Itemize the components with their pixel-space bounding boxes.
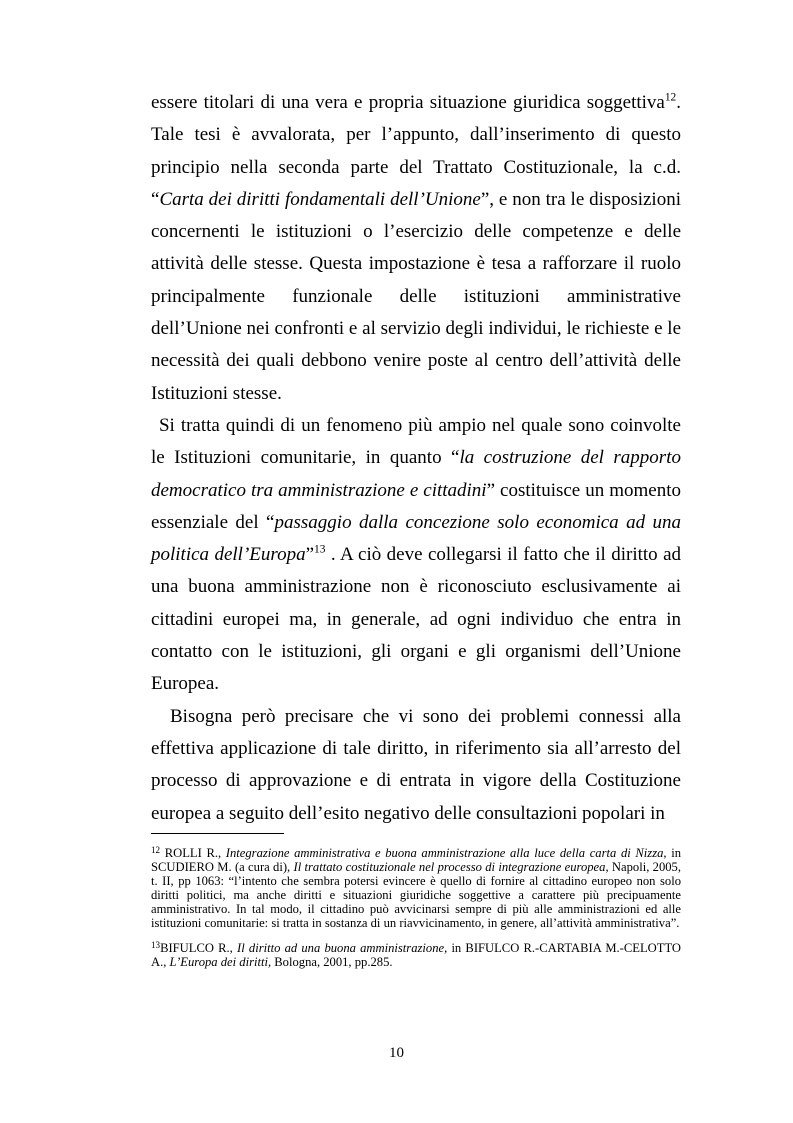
paragraph-2-text-b: ” costituisce un momento essenziale del “ <box>151 479 682 533</box>
paragraph-1-text-a: essere titolari di una vera e propria situazione giuridica soggettiva <box>151 92 665 113</box>
footnote-12-text-c: Napoli, 2005, t. II, pp 1063: “l’intento che sembra potersi evincere è quello di fornire al cittadino europeo non solo diritti politici, ma anche diritti e situazioni giuridiche soggettive a carattere più precipuamente amministrativo. In tal modo, il cittadino può avvicinarsi sempre di più alle amministrazioni ed alle istituzioni comunitarie: si tratta in sostanza di un riavvicinamento, in genere, all’attività amministrativa”. <box>151 860 681 930</box>
page-number: 10 <box>389 1045 404 1061</box>
footnote-12-italic-b: Il trattato costituzionale nel processo di integrazione europea, <box>293 860 609 874</box>
footnote-12-text-a: ROLLI R., <box>160 846 226 860</box>
main-text <box>151 87 681 830</box>
paragraph-3 <box>151 701 681 830</box>
footnote-ref-12[interactable]: 12 <box>664 91 677 104</box>
footnote-13-number: 13 <box>151 939 161 950</box>
paragraph-1-text-b: . Tale tesi è avvalorata, per l’appunto, dall’inserimento di questo principio nella seconda parte del Trattato Costituzionale, la c.d. “ <box>151 92 681 210</box>
footnote-12 <box>151 846 681 930</box>
footnote-13 <box>151 941 681 969</box>
paragraph-2-italic-quote-a: la costruzione del rapporto democratico tra amministrazione e cittadini <box>151 447 681 501</box>
paragraph-2-text-d: . A ciò deve collegarsi il fatto che il diritto ad una buona amministrazione non è riconosciuto esclusivamente ai cittadini europei ma, in generale, ad ogni individuo che entra in contatto con le istituzioni, gli organi e gli organismi dell’Unione Europea. <box>151 544 682 695</box>
footnote-ref-13[interactable]: 13 <box>314 543 326 556</box>
footnote-13-italic-b: L’Europa dei diritti, <box>169 955 272 969</box>
paragraph-1-italic-title: Carta dei diritti fondamentali dell’Unione <box>159 188 481 210</box>
footnote-separator <box>151 833 284 834</box>
paragraph-3-text: Bisogna però precisare che vi sono dei problemi connessi alla effettiva applicazione di tale diritto, in riferimento sia all’arresto del processo di approvazione e di entrata in vigore della Costituzione europea a seguito dell’esito negativo delle consultazioni popolari in <box>151 705 681 824</box>
paragraph-2-italic-quote-b: passaggio dalla concezione solo economica ad una politica dell’Europa <box>151 511 681 566</box>
paragraph-2 <box>151 410 681 701</box>
paragraph-2-text-c: ” <box>305 544 315 566</box>
footnote-13-text-c: Bologna, 2001, pp.285. <box>271 955 393 969</box>
footnote-13-text-a: BIFULCO R., <box>160 941 238 955</box>
paragraph-1-text-c: ”, e non tra le disposizioni concernenti le istituzioni o l’esercizio delle competenze e delle attività delle stesse. Questa impostazione è tesa a rafforzare il ruolo principalmente funzionale delle istituzioni amministrative dell’Unione nei confronti e al servizio degli individui, le richieste e le necessità dei quali debbono venire poste al centro dell’attività delle Istituzioni stesse. <box>151 188 681 404</box>
paragraph-1 <box>151 87 681 410</box>
footnote-12-text-b: in SCUDIERO M. (a cura di), <box>151 846 681 874</box>
footnotes <box>151 846 681 980</box>
footnote-12-italic-a: Integrazione amministrativa e buona amministrazione alla luce della carta di Nizza, <box>225 846 667 860</box>
footnote-13-text-b: in BIFULCO R.-CARTABIA M.-CELOTTO A., <box>151 941 682 969</box>
paragraph-2-text-a: Si tratta quindi di un fenomeno più ampio nel quale sono coinvolte le Istituzioni comunitarie, in quanto “ <box>151 414 681 469</box>
footnote-13-italic-a: Il diritto ad una buona amministrazione, <box>237 941 448 955</box>
footnote-12-number: 12 <box>151 844 161 855</box>
